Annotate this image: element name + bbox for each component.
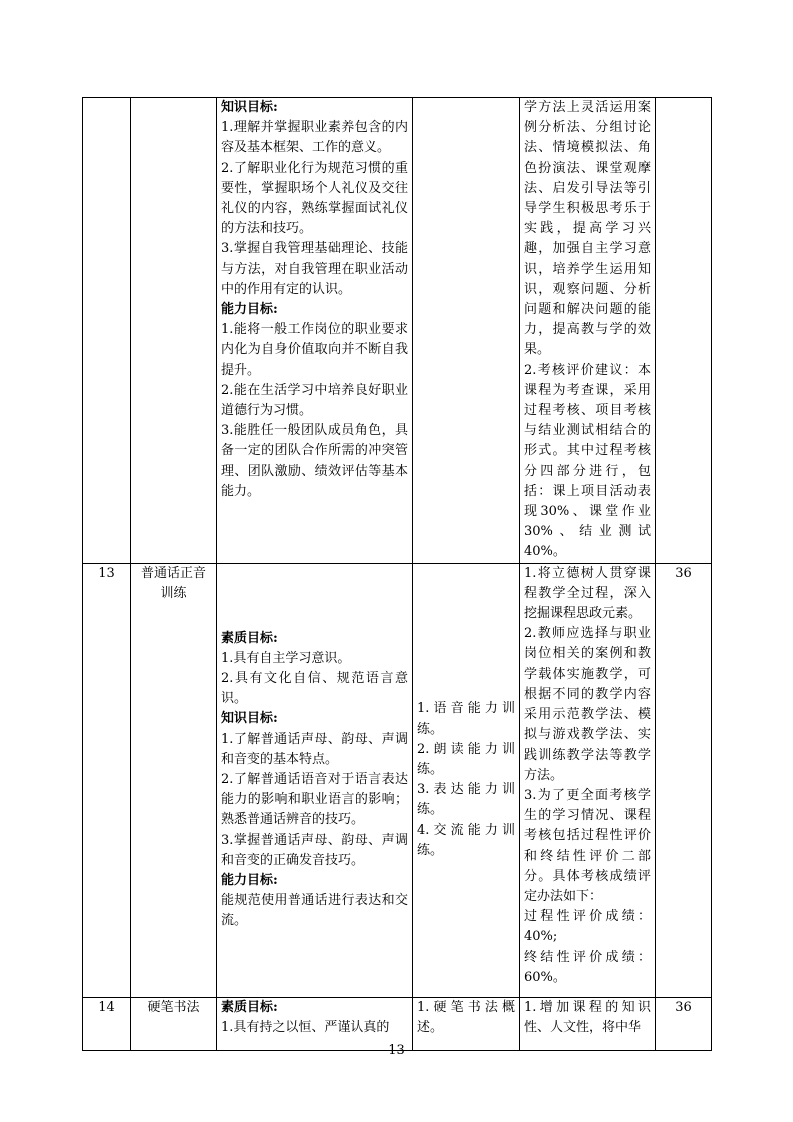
course-table: [82, 97, 712, 1051]
goal-line: 2.了解普通话语音对于语言表达能力的影响和职业语言的影响；熟悉普通话辨音的技巧。: [221, 772, 408, 828]
goal-section-heading: 素质目标:: [221, 999, 278, 1015]
method-line: 3.为了更全面考核学生的学习情况、课程考核包括过程性评价和终结性评价二部分。具体考核成绩评定办法如下：: [524, 787, 651, 904]
method-line: 学方法上灵活运用案例分析法、分组讨论法、情境模拟法、角色扮演法、课堂观摩法、启发引导法等引导学生积极思考乐于实践，提高学习兴趣，加强自主学习意识，培养学生运用知识，观察问题、分析问题和解决问题的能力，提高教与学的效果。: [524, 100, 651, 358]
teaching-method-cell: [520, 563, 656, 997]
goal-line: 1.具有持之以恒、严谨认真的: [221, 1019, 390, 1035]
table-row: [83, 98, 712, 564]
goal-line: 2.能在生活学习中培养良好职业道德行为习惯。: [221, 382, 408, 419]
course-number-cell: 14: [83, 997, 131, 1050]
goal-line: 1.能将一般工作岗位的职业要求内化为自身价值取向并不断自我提升。: [221, 322, 408, 378]
goal-line: 2.了解职业化行为规范习惯的重要性，掌握职场个人礼仪及交往礼仪的内容，熟练掌握面试礼仪的方法和技巧。: [221, 160, 408, 237]
method-line: 1.增加课程的知识性、人文性，将中华: [524, 999, 651, 1035]
method-line: 1.将立德树人贯穿课程教学全过程，深入挖掘课程思政元素。: [524, 565, 651, 622]
goal-section-heading: 能力目标:: [221, 302, 278, 318]
table-row: [83, 563, 712, 997]
method-line: 2.考核评价建议：本课程为考查课，采用过程考核、项目考核与结业测试相结合的形式。其中过程考核分四部分进行，包括：课上项目活动表现30%、课堂作业30%、结业测试40%。: [524, 362, 651, 560]
goal-line: 能规范使用普通话进行表达和交流。: [221, 893, 408, 929]
content-line: 2.朗读能力训练。: [417, 741, 515, 777]
goal-section-heading: 知识目标:: [221, 100, 278, 115]
method-line: 终结性评价成绩：60%。: [524, 949, 651, 985]
course-hours-cell: 36: [656, 997, 712, 1050]
goal-line: 3.能胜任一般团队成员角色，具备一定的团队合作所需的冲突管理、团队激励、绩效评估等基本能力。: [221, 423, 408, 499]
course-hours-cell: [656, 98, 712, 564]
goal-line: 3.掌握普通话声母、韵母、声调和音变的正确发音技巧。: [221, 832, 408, 868]
goal-line: 1.理解并掌握职业素养包含的内容及基本框架、工作的意义。: [221, 120, 408, 156]
course-hours-cell: 36: [656, 563, 712, 997]
goal-line: 1.具有自主学习意识。: [221, 650, 351, 666]
method-line: 2.教师应选择与职业岗位相关的案例和教学载体实施教学，可根据不同的教学内容采用示范教学法、模拟与游戏教学法、实践训练教学法等教学方法。: [524, 626, 651, 783]
content-line: 1.硬笔书法概述。: [417, 999, 515, 1035]
content-line: 3.表达能力训练。: [417, 782, 515, 818]
course-content-cell: [413, 563, 520, 997]
course-number-cell: 13: [83, 563, 131, 997]
goal-line: 1.了解普通话声母、韵母、声调和音变的基本特点。: [221, 731, 408, 767]
course-name-cell: 硬笔书法: [131, 997, 217, 1050]
content-line: 1.语音能力训练。: [417, 701, 515, 737]
course-goals-cell: [217, 563, 413, 997]
course-number-cell: [83, 98, 131, 564]
goal-line: 2.具有文化自信、规范语言意识。: [221, 671, 408, 707]
course-goals-cell: [217, 98, 413, 564]
goal-section-heading: 能力目标:: [221, 873, 278, 889]
course-name-cell: 普通话正音训练: [131, 563, 217, 997]
course-name-cell: [131, 98, 217, 564]
goal-section-heading: 素质目标:: [221, 630, 278, 646]
teaching-method-cell: [520, 98, 656, 564]
goal-section-heading: 知识目标:: [221, 711, 278, 727]
page-number: 13: [388, 1043, 405, 1058]
course-content-cell: [413, 98, 520, 564]
content-line: 4.交流能力训练。: [417, 822, 515, 858]
goal-line: 3.掌握自我管理基础理论、技能与方法，对自我管理在职业活动中的作用有定的认识。: [221, 241, 408, 297]
method-line: 过程性评价成绩：40%;: [524, 909, 651, 945]
